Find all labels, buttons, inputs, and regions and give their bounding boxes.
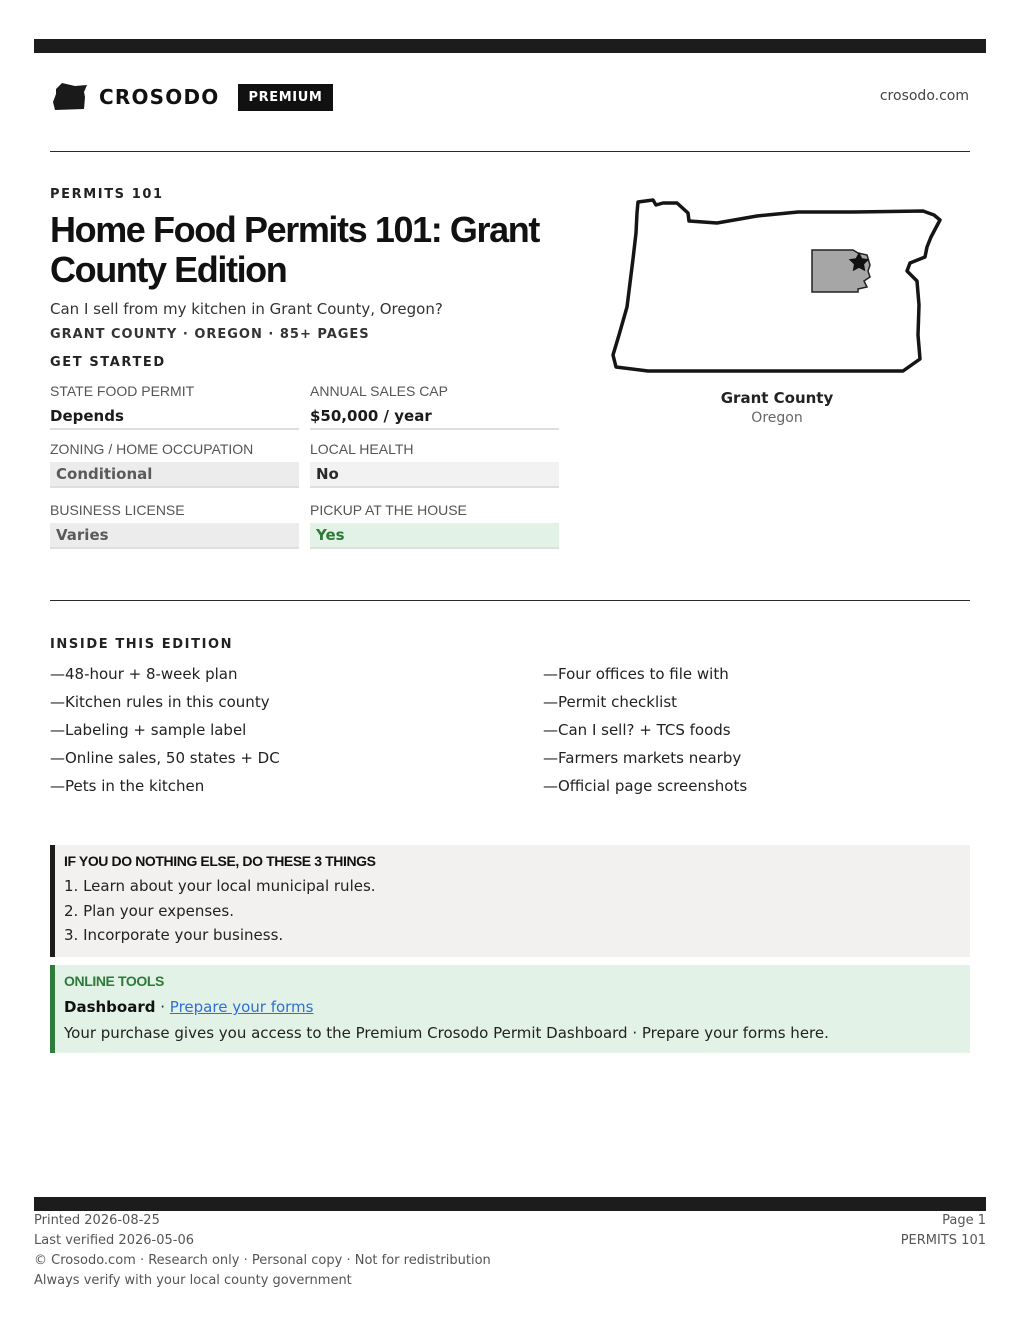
list-item: —Labeling + sample label: [50, 721, 247, 739]
prepare-forms-link[interactable]: Prepare your forms: [169, 998, 314, 1016]
grant-county-shape: [812, 250, 870, 292]
list-item: —Online sales, 50 states + DC: [50, 749, 280, 767]
step-item: 2. Plan your expenses.: [64, 901, 234, 920]
contents-list-left: [50, 662, 280, 802]
header-divider: [50, 151, 970, 152]
pickup-cell: [310, 501, 559, 549]
section-divider: [50, 600, 970, 601]
brand[interactable]: [53, 82, 333, 112]
cell-label: STATE FOOD PERMIT: [50, 383, 195, 399]
local-health-cell: [310, 440, 559, 488]
cell-value: Conditional: [50, 462, 299, 488]
list-item: —48-hour + 8-week plan: [50, 665, 238, 683]
list-item: —Can I sell? + TCS foods: [543, 721, 731, 739]
annual-sales-cap-cell: [310, 382, 559, 430]
list-item: —Kitchen rules in this county: [50, 693, 270, 711]
premium-badge: PREMIUM: [238, 84, 334, 111]
tools-heading: ONLINE TOOLS: [64, 973, 164, 989]
cell-label: ANNUAL SALES CAP: [310, 383, 448, 399]
page-number: Page 1: [942, 1213, 986, 1228]
list-item: —Permit checklist: [543, 693, 678, 711]
get-started-heading: GET STARTED: [50, 355, 166, 370]
map-state-label: Oregon: [751, 410, 803, 426]
map-county-label: Grant County: [720, 389, 834, 407]
separator: ·: [155, 998, 170, 1016]
step-item: 1. Learn about your local municipal rules.: [64, 877, 376, 895]
page-subtitle: Can I sell from my kitchen in Grant County, Oregon?: [50, 300, 443, 318]
disclaimer: Always verify with your local county government: [34, 1273, 352, 1288]
cell-label: BUSINESS LICENSE: [50, 502, 185, 518]
dashboard-line: [64, 995, 970, 1019]
list-item: —Farmers markets nearby: [543, 749, 742, 767]
cell-label: ZONING / HOME OCCUPATION: [50, 441, 254, 457]
page-title: Home Food Permits 101: Grant County Edition: [50, 209, 539, 290]
contents-list-right: [543, 662, 747, 802]
state-food-permit-cell: [50, 382, 299, 430]
footer-right: [901, 1211, 986, 1251]
oregon-outline: [613, 200, 940, 371]
cell-label: LOCAL HEALTH: [310, 441, 414, 457]
list-item: —Four offices to file with: [543, 665, 729, 683]
list-item: —Pets in the kitchen: [50, 777, 205, 795]
cell-value: $50,000 / year: [310, 404, 559, 430]
verified-date: Last verified 2026-05-06: [34, 1233, 194, 1248]
step-item: 3. Incorporate your business.: [64, 926, 284, 944]
site-url[interactable]: crosodo.com: [879, 88, 969, 104]
county-map: [605, 193, 950, 378]
callout-heading: IF YOU DO NOTHING ELSE, DO THESE 3 THINGS: [64, 853, 376, 869]
dashboard-label: Dashboard: [64, 998, 156, 1016]
business-license-cell: [50, 501, 299, 549]
footer-left: [34, 1211, 491, 1291]
zoning-cell: [50, 440, 299, 488]
brand-name: CROSODO: [99, 85, 220, 109]
list-item: —Official page screenshots: [543, 777, 748, 795]
cell-value: No: [310, 462, 559, 488]
oregon-state-silhouette-icon: [53, 82, 88, 112]
tools-description: Your purchase gives you access to the Premium Crosodo Permit Dashboard · Prepare your forms here.: [64, 1024, 829, 1042]
three-things-callout: [50, 845, 970, 957]
top-bar: [34, 39, 986, 53]
steps-list: [64, 874, 970, 948]
edition-meta: GRANT COUNTY · OREGON · 85+ PAGES: [50, 327, 370, 342]
footer-section: PERMITS 101: [900, 1233, 986, 1248]
cell-value: Varies: [50, 523, 299, 549]
section-eyebrow: PERMITS 101: [50, 187, 164, 202]
inside-heading: INSIDE THIS EDITION: [50, 637, 234, 652]
cell-value: Yes: [310, 523, 559, 549]
cell-value: Depends: [50, 404, 299, 430]
printed-date: Printed 2026-08-25: [34, 1213, 160, 1228]
online-tools-callout: [50, 965, 970, 1053]
copyright-notice: © Crosodo.com · Research only · Personal copy · Not for redistribution: [34, 1253, 491, 1268]
footer-bar: [34, 1197, 986, 1211]
cell-label: PICKUP AT THE HOUSE: [310, 502, 467, 518]
